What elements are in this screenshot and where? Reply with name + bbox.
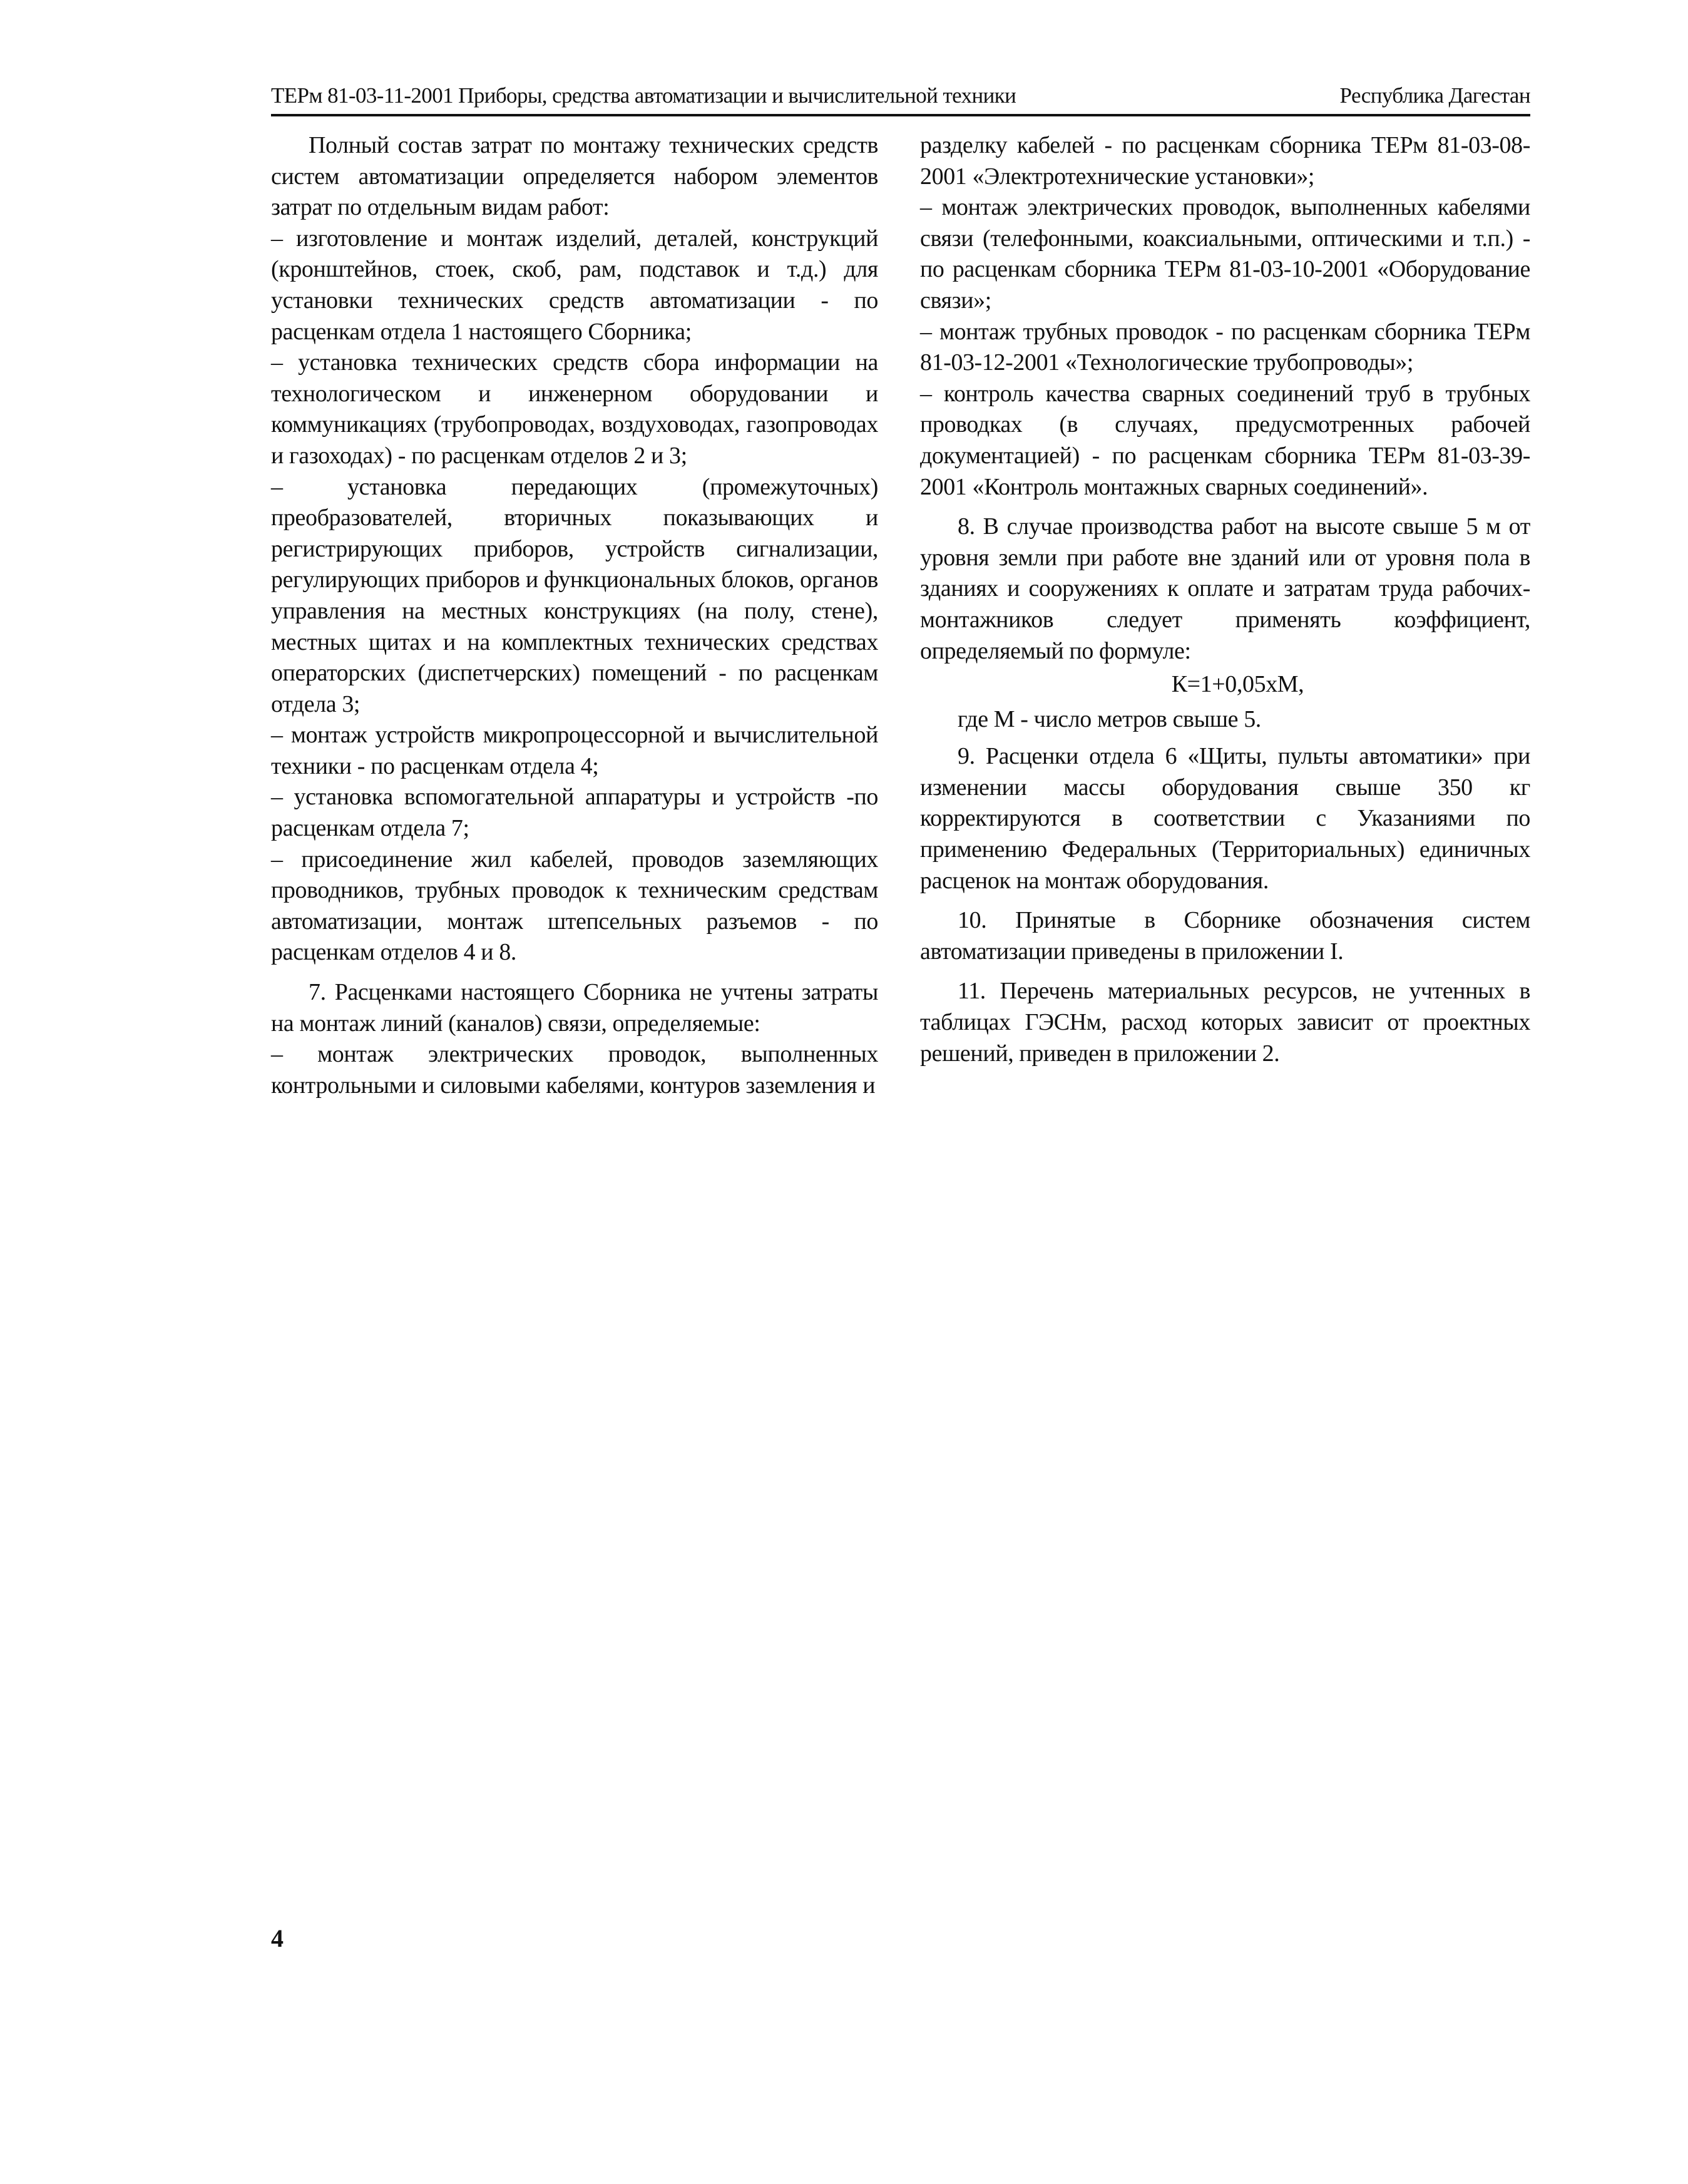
right-column: [920, 130, 1530, 1069]
paragraph-9: 9. Расценки отдела 6 «Щиты, пульты автоматики» при изменении массы оборудования свыше 350 кг корректируются в соответствии с Указаниями по применению Федеральных (Территориальных) единичных расценок на монтаж оборудования.: [920, 743, 1530, 894]
list-item: – контроль качества сварных соединений труб в трубных проводках (в случаях, предусмотренных рабочей документацией) - по расценкам сборника ТЕРм 81-03-39-2001 «Контроль монтажных сварных соединений».: [920, 380, 1530, 500]
left-column: [271, 130, 878, 1101]
list-item: – монтаж электрических проводок, выполненных контрольными и силовыми кабелями, контуров заземления и: [271, 1041, 878, 1099]
list-item: – монтаж электрических проводок, выполненных кабелями связи (телефонными, коаксиальными, оптическими и т.п.) - по расценкам сборника ТЕРм 81-03-10-2001 «Оборудование связи»;: [920, 194, 1530, 314]
list-item: – изготовление и монтаж изделий, деталей, конструкций (кронштейнов, стоек, скоб, рам, подставок и т.д.) для установки технических средств автоматизации - по расценкам отдела 1 настоящего Сборника;: [271, 225, 878, 345]
formula: К=1+0,05хМ,: [1171, 671, 1304, 698]
page-header: [271, 79, 1530, 116]
list-item: – установка вспомогательной аппаратуры и устройств -по расценкам отдела 7;: [271, 784, 878, 842]
paragraph-11: 11. Перечень материальных ресурсов, не учтенных в таблицах ГЭСНм, расход которых зависит от проектных решений, приведен в приложении 2.: [920, 978, 1530, 1067]
region-name: Республика Дагестан: [1339, 83, 1530, 108]
formula-note: где М - число метров свыше 5.: [958, 705, 1261, 732]
document-title: ТЕРм 81-03-11-2001 Приборы, средства автоматизации и вычислительной техники: [271, 83, 1016, 108]
list-item: – установка передающих (промежуточных) преобразователей, вторичных показывающих и регистрирующих приборов, устройств сигнализации, регулирующих приборов и функциональных блоков, органов управления на местных конструкциях (на полу, стене), местных щитах и на комплектных технических средствах операторских (диспетчерских) помещений - по расценкам отдела 3;: [271, 473, 878, 717]
list-item: – установка технических средств сбора информации на технологическом и инженерном оборудовании и коммуникациях (трубопроводах, воздуховодах, газопроводах и газоходах) - по расценкам отделов 2 и 3;: [271, 349, 878, 469]
list-item: – монтаж устройств микропроцессорной и вычислительной техники - по расценкам отдела 4;: [271, 722, 878, 779]
paragraph-10: 10. Принятые в Сборнике обозначения систем автоматизации приведены в приложении I.: [920, 907, 1530, 965]
paragraph: Полный состав затрат по монтажу технических средств систем автоматизации определяется набором элементов затрат по отдельным видам работ:: [271, 132, 878, 221]
page-number: 4: [271, 1924, 284, 1952]
list-item: – монтаж трубных проводок - по расценкам сборника ТЕРм 81-03-12-2001 «Технологические трубопроводы»;: [920, 318, 1530, 376]
list-item: – присоединение жил кабелей, проводов заземляющих проводников, трубных проводок к техническим средствам автоматизации, монтаж штепсельных разъемов - по расценкам отделов 4 и 8.: [271, 846, 878, 966]
list-item: разделку кабелей - по расценкам сборника ТЕРм 81-03-08-2001 «Электротехнические установки»;: [920, 132, 1530, 190]
paragraph-8: 8. В случае производства работ на высоте свыше 5 м от уровня земли при работе вне зданий или от уровня пола в зданиях и сооружениях к оплате и затратам труда рабочих-монтажников следует применять коэффициент, определяемый по формуле:: [920, 513, 1530, 664]
paragraph-7: 7. Расценками настоящего Сборника не учтены затраты на монтаж линий (каналов) связи, определяемые:: [271, 979, 878, 1037]
